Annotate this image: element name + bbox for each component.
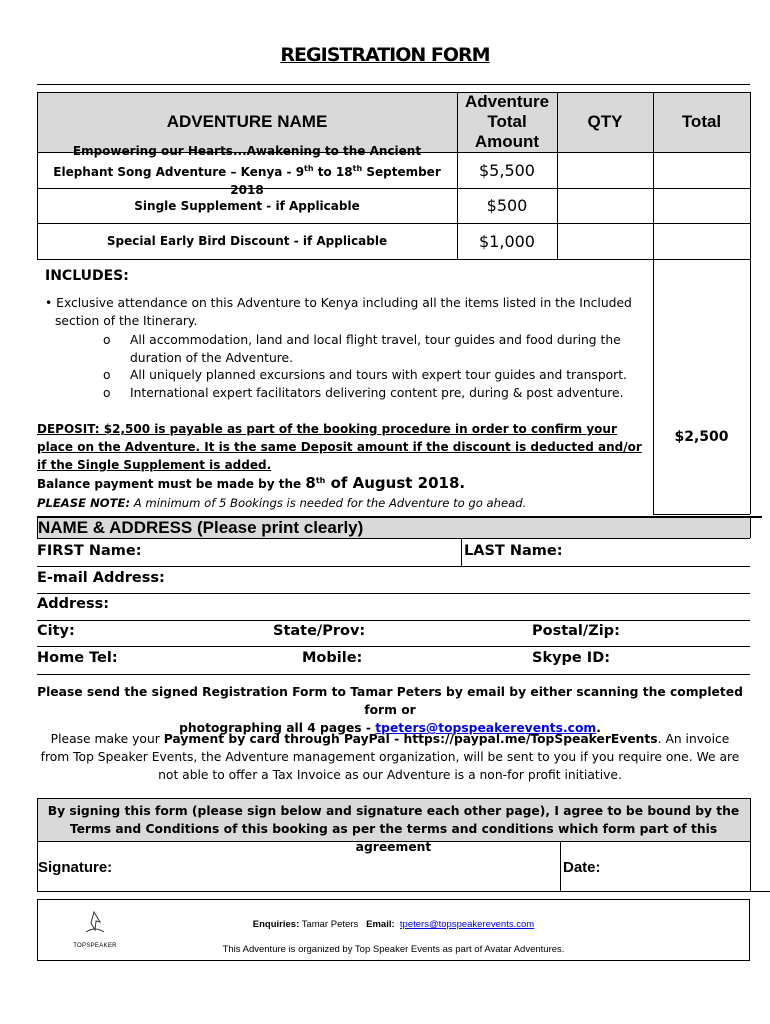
total-cell-single-supplement[interactable] — [653, 188, 750, 223]
postal-label: Postal/Zip: — [532, 623, 620, 639]
first-name-label: FIRST Name: — [37, 543, 142, 559]
includes-bullet: • Exclusive attendance on this Adventure to Kenya including all the items listed in the Included section of the Itinerary. — [45, 296, 632, 328]
mobile-input[interactable] — [366, 648, 526, 672]
last-name-input[interactable] — [560, 540, 748, 566]
header-qty: QTY — [587, 112, 623, 131]
skype-input[interactable] — [606, 648, 750, 672]
row-single-supplement-price: $500 — [486, 196, 528, 215]
address-label: Address: — [37, 596, 110, 612]
first-name-input[interactable] — [136, 540, 460, 566]
mobile-label: Mobile: — [302, 650, 363, 666]
includes-sub-list — [103, 332, 648, 402]
title-divider — [37, 84, 750, 85]
page-title: REGISTRATION FORM — [280, 44, 490, 66]
footer-enquiries: Enquiries: Tamar Peters Email: tpeters@topspeakerevents.com — [252, 919, 535, 930]
table-row-single-supplement: Single Supplement - if Applicable — [134, 198, 360, 213]
row-adventure-line1: Empowering our Hearts...Awakening to the Ancient — [72, 143, 422, 158]
logo-text: TOPSPEAKER — [73, 943, 117, 949]
state-input[interactable] — [365, 621, 525, 645]
total-cell-adventure[interactable] — [653, 152, 750, 188]
city-input[interactable] — [76, 621, 266, 645]
deposit-total: $2,500 — [674, 429, 729, 445]
email-input[interactable] — [160, 568, 750, 592]
signature-label: Signature: — [38, 859, 113, 876]
last-name-label: LAST Name: — [464, 543, 563, 559]
row-adventure-line2: Elephant Song Adventure – Kenya - 9th to 18th September 2018 — [53, 163, 441, 197]
adventure-table — [37, 92, 750, 514]
home-tel-label: Home Tel: — [37, 650, 118, 666]
row-early-bird-price: $1,000 — [479, 231, 535, 251]
qty-cell-adventure[interactable] — [557, 152, 653, 188]
qty-cell-single-supplement[interactable] — [557, 188, 653, 223]
please-note: PLEASE NOTE: A minimum of 5 Bookings is needed for the Adventure to go ahead. — [37, 496, 527, 510]
send-instructions: Please send the signed Registration Form to Tamar Peters by email by either scanning the completed form or photographing all 4 pages - tpeters@topspeakerevents.com. — [37, 685, 743, 735]
includes-sub-item: o International expert facilitators delivering content pre, during & post adventure. — [103, 385, 624, 400]
footer-email-link[interactable]: tpeters@topspeakerevents.com — [399, 919, 535, 930]
skype-label: Skype ID: — [532, 650, 611, 666]
includes-heading: INCLUDES: — [45, 268, 129, 284]
postal-input[interactable] — [620, 621, 750, 645]
signature-field[interactable] — [120, 843, 558, 891]
address-heading: NAME & ADDRESS (Please print clearly) — [38, 518, 364, 537]
date-field[interactable] — [608, 843, 748, 891]
email-label: E-mail Address: — [37, 570, 165, 586]
header-adventure-name: ADVENTURE NAME — [166, 112, 328, 131]
includes-sub-item: o All uniquely planned excursions and tours with expert tour guides and transport. — [103, 368, 627, 382]
table-row-early-bird: Special Early Bird Discount - if Applicable — [106, 234, 388, 248]
home-tel-input[interactable] — [118, 648, 298, 672]
city-label: City: — [37, 623, 75, 639]
table-row-adventure — [37, 143, 457, 197]
address-input[interactable] — [110, 595, 750, 619]
footer-organized: This Adventure is organized by Top Speaker Events as part of Avatar Adventures. — [222, 944, 565, 955]
send-email-link[interactable]: tpeters@topspeakerevents.com — [375, 721, 597, 735]
deposit-text: DEPOSIT: $2,500 is payable as part of the booking procedure in order to confirm your place on the Adventure. It is the same Deposit amount if the discount is deducted and/or if the Single Supplement is added. — [37, 422, 642, 472]
row-adventure-price: $5,500 — [479, 160, 535, 180]
balance-text: Balance payment must be made by the 8th of August 2018. — [37, 474, 466, 492]
payment-instructions: Please make your Payment by card through PayPal - https://paypal.me/TopSpeakerEvents. An invoice from Top Speaker Events, the Adventure management organization, will be sent to you if you require one. We are not able to offer a Tax Invoice as our Adventure is a non-for profit initiative. — [40, 732, 740, 782]
qty-cell-early-bird[interactable] — [557, 223, 653, 259]
agreement-text: By signing this form (please sign below and signature each other page), I agree to be bound by the Terms and Conditions of this booking as per the terms and conditions which form part of this agreement — [47, 804, 740, 854]
header-total: Total — [681, 112, 722, 131]
header-total-amount: Adventure Total Amount — [464, 92, 550, 151]
state-label: State/Prov: — [273, 623, 366, 639]
includes-sub-item: o All accommodation, land and local flight travel, tour guides and food during the duration of the Adventure. — [103, 333, 621, 365]
total-cell-early-bird[interactable] — [653, 223, 750, 259]
date-label: Date: — [563, 859, 601, 876]
